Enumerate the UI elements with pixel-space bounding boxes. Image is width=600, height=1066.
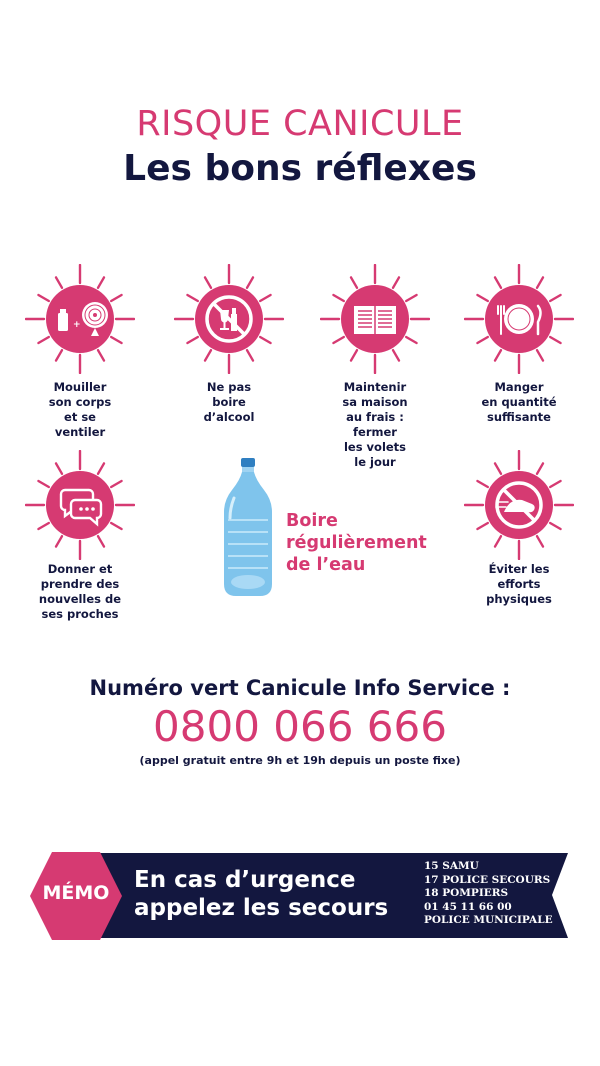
no-running-icon — [464, 450, 574, 560]
emergency-number: 15 SAMU — [424, 860, 479, 872]
hotline-number: 0800 066 666 — [153, 702, 447, 751]
tip-alcohol-badge — [174, 264, 284, 374]
tip-alcohol-caption: Ne pas boire d’alcool — [203, 380, 255, 424]
memo-title: En cas d’urgence appelez les secours — [134, 867, 389, 921]
tip-wet-badge — [25, 264, 135, 374]
tip-effort-caption: Éviter les efforts physiques — [486, 562, 552, 606]
emergency-numbers — [424, 860, 553, 928]
tip-news-badge — [25, 450, 135, 560]
tip-shutters-badge — [320, 264, 430, 374]
no-alcohol-icon — [174, 264, 284, 374]
hotline-note: (appel gratuit entre 9h et 19h depuis un poste fixe) — [139, 754, 461, 767]
chat-bubbles-icon — [25, 450, 135, 560]
page-title: RISQUE CANICULE — [136, 104, 464, 144]
tip-eat-badge — [464, 264, 574, 374]
hotline-label: Numéro vert Canicule Info Service : — [89, 676, 511, 700]
svg-text:+: + — [73, 320, 81, 330]
emergency-number: POLICE MUNICIPALE — [424, 914, 553, 926]
tip-wet-caption: Mouiller son corps et se ventiler — [48, 380, 112, 439]
page-subtitle: Les bons réflexes — [123, 148, 477, 189]
emergency-number: 18 POMPIERS — [424, 887, 509, 899]
shutters-icon — [320, 264, 430, 374]
water-bottle-icon — [222, 458, 274, 598]
memo-badge-label: MÉMO — [42, 882, 110, 904]
plate-cutlery-icon — [464, 264, 574, 374]
emergency-number: 17 POLICE SECOURS — [424, 873, 551, 886]
water-label: Boire régulièrement de l’eau — [286, 511, 427, 575]
tip-news-caption: Donner et prendre des nouvelles de ses proches — [38, 562, 122, 621]
spray-fan-icon — [25, 264, 135, 374]
tip-shutters-caption: Maintenir sa maison au frais : fermer les volets le jour — [342, 380, 408, 469]
tip-effort-badge — [464, 450, 574, 560]
tip-eat-caption: Manger en quantité suffisante — [481, 380, 557, 424]
emergency-number: 01 45 11 66 00 — [424, 900, 512, 913]
